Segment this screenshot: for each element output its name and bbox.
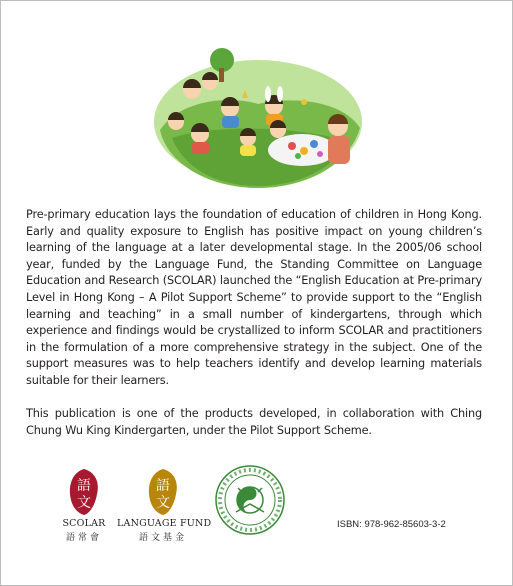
scolar-name-zh: 語常會 xyxy=(65,533,102,543)
kindergarten-emblem xyxy=(212,464,288,536)
language-fund-name-zh: 語文基金 xyxy=(138,533,187,543)
svg-text:文: 文 xyxy=(77,495,91,511)
kindergarten-emblem-icon xyxy=(214,464,286,536)
intro-paragraph: Pre-primary education lays the foundation of education of children in Hong Kong. Early and quality exposure to English has positive impact on young children’s learning of the language at a later developmental stage. In the 2005/06 school year, funded by the Language Fund, the Standing Committee on Language Education and Research (SCOLAR) launched the “English Education at Pre-primary Level in Hong Kong – A Pilot Support Scheme” to provide support to the “English learning and teaching” in a small number of kindergartens, through which experience and findings would be crystallized to inform SCOLAR and practitioners in the formulation of a more comprehensive strategy in the subject. One of the support measures was to help teachers identify and develop learning materials suitable for their learners. xyxy=(26,208,482,387)
isbn-number: ISBN: 978-962-85603-3-2 xyxy=(337,519,446,530)
svg-text:語: 語 xyxy=(77,478,91,494)
body-text xyxy=(26,207,482,456)
children-picnic-illustration xyxy=(152,38,364,190)
language-fund-name: LANGUAGE FUND xyxy=(117,518,212,529)
language-fund-seal-icon xyxy=(146,468,180,516)
scolar-seal-icon xyxy=(67,468,101,516)
publication-note: This publication is one of the products developed, in collaboration with Ching Chung Wu King Kindergarten, under the Pilot Support Scheme. xyxy=(26,407,482,437)
scolar-logo xyxy=(52,468,116,543)
svg-text:文: 文 xyxy=(156,495,170,511)
svg-text:語: 語 xyxy=(156,478,170,494)
language-fund-logo xyxy=(117,468,212,543)
scolar-name: SCOLAR xyxy=(62,518,106,529)
